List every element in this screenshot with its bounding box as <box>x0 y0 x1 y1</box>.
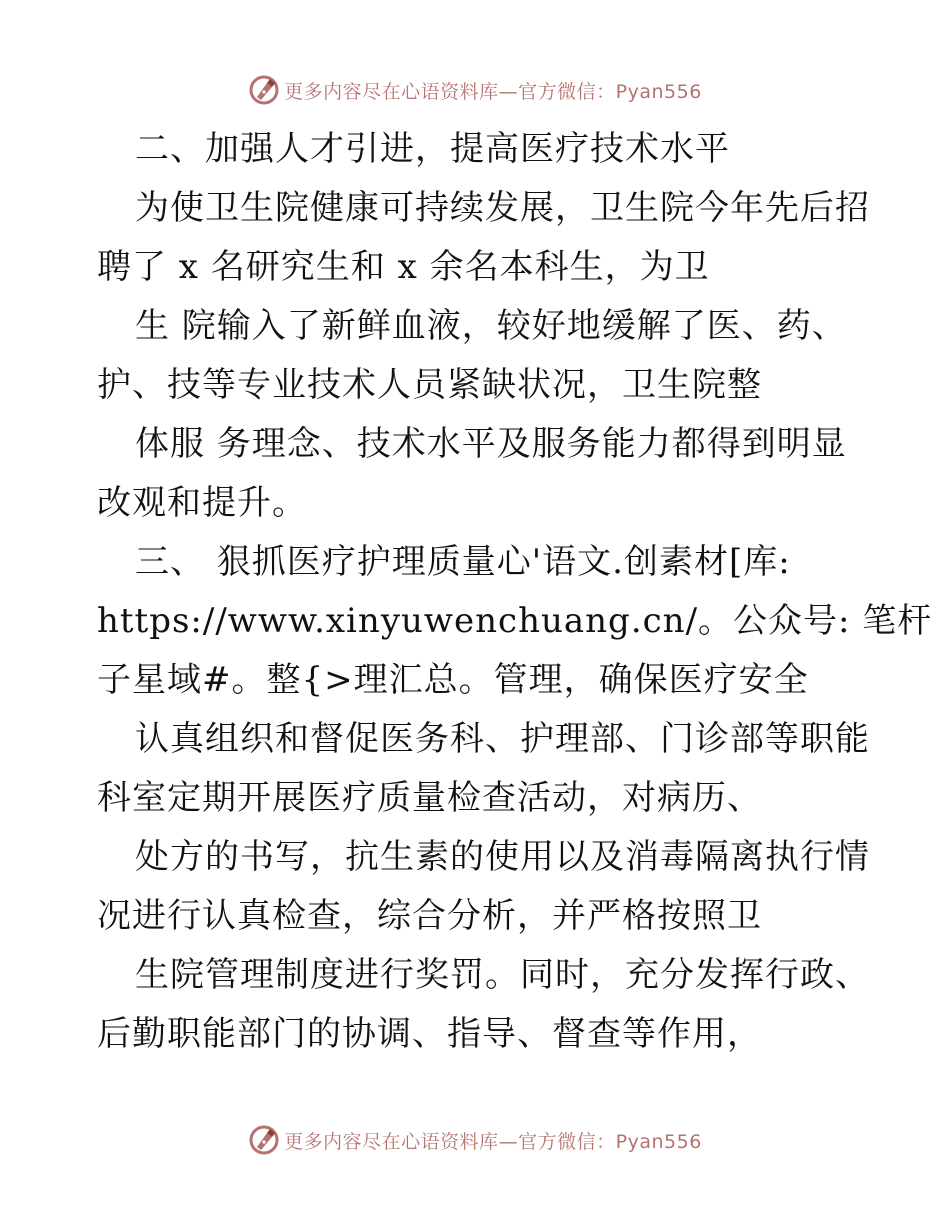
pen-nib-logo-icon <box>248 1124 280 1156</box>
paragraph-line: 况进行认真检查，综合分析，并严格按照卫 <box>97 896 762 936</box>
section-heading-2: 二、加强人才引进，提高医疗技术水平 <box>135 129 730 169</box>
paragraph-line: 科室定期开展医疗质量检查活动，对病历、 <box>97 778 762 818</box>
header-watermark-text: 更多内容尽在心语资料库—官方微信：Pyan556 <box>284 80 702 103</box>
paragraph-line: 聘了 x 名研究生和 x 余名本科生，为卫 <box>97 247 710 287</box>
paragraph-line: 生院管理制度进行奖罚。同时，充分发挥行政、 <box>135 955 870 995</box>
footer-watermark-text: 更多内容尽在心语资料库—官方微信：Pyan556 <box>284 1130 702 1153</box>
paragraph-line: 认真组织和督促医务科、护理部、门诊部等职能 <box>135 719 870 759</box>
pen-nib-logo-icon <box>248 74 280 106</box>
paragraph-line: 子星域#。整{>理汇总。管理，确保医疗安全 <box>97 660 809 700</box>
paragraph-line: https://www.xinyuwenchuang.cn/。公众号: 笔杆 <box>97 601 933 641</box>
paragraph-line: 为使卫生院健康可持续发展，卫生院今年先后招 <box>135 188 870 228</box>
paragraph-line: 处方的书写，抗生素的使用以及消毒隔离执行情 <box>135 837 870 877</box>
document-body <box>97 120 933 1064</box>
paragraph-line: 生 院输入了新鲜血液，较好地缓解了医、药、 <box>135 306 847 346</box>
paragraph-line: 体服 务理念、技术水平及服务能力都得到明显 <box>135 424 847 464</box>
paragraph-line: 后勤职能部门的协调、指导、督查等作用， <box>97 1014 762 1054</box>
paragraph-line: 护、技等专业技术人员紧缺状况，卫生院整 <box>97 365 762 405</box>
header-watermark <box>0 70 950 110</box>
section-heading-3: 三、 狠抓医疗护理质量心'语文.创素材[库: <box>135 542 791 582</box>
footer-watermark <box>0 1120 950 1160</box>
paragraph-line: 改观和提升。 <box>97 483 307 523</box>
